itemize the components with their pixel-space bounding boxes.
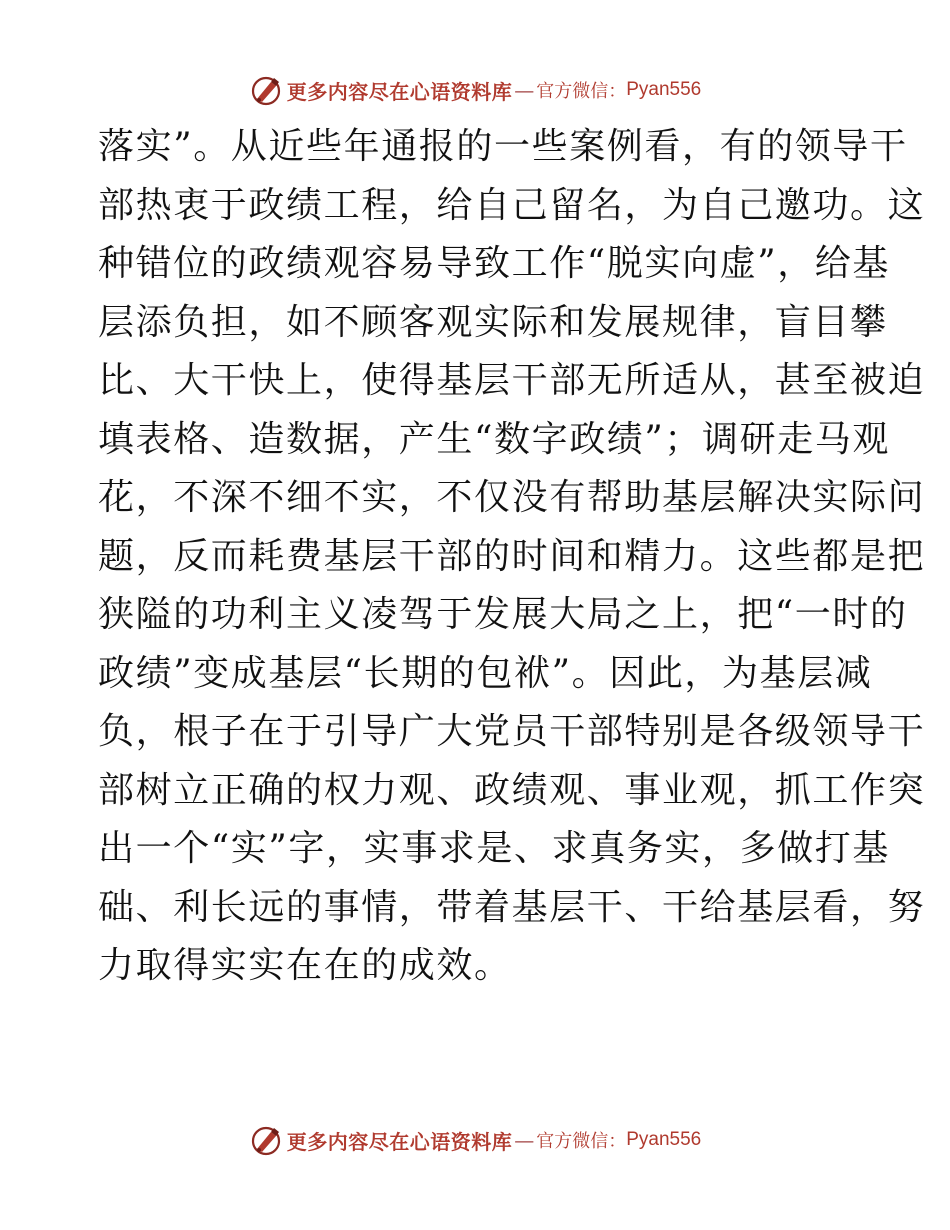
document-body [98, 118, 926, 996]
body-line: 政绩”变成基层“长期的包袱”。因此，为基层减 [98, 652, 873, 694]
footer-separator: — [514, 1128, 535, 1152]
header-separator: — [514, 78, 535, 102]
header-brand-text: 更多内容尽在心语资料库 [286, 79, 513, 104]
body-line: 比、大干快上，使得基层干部无所适从，甚至被迫 [98, 360, 926, 401]
body-line: 负，根子在于引导广大党员干部特别是各级领导干 [98, 711, 926, 752]
header-wechat-label: 官方微信： [536, 81, 627, 102]
pen-circle-logo-icon [249, 1123, 283, 1157]
body-line: 花，不深不细不实，不仅没有帮助基层解决实际问 [98, 477, 926, 518]
footer-brand-text: 更多内容尽在心语资料库 [286, 1129, 513, 1154]
footer-banner [0, 1120, 950, 1160]
body-line: 种错位的政绩观容易导致工作“脱实向虚”，给基 [98, 243, 891, 284]
body-line: 落实”。从近些年通报的一些案例看，有的领导干 [98, 126, 908, 167]
header-wechat-handle: Pyan556 [626, 79, 702, 100]
body-line: 部树立正确的权力观、政绩观、事业观，抓工作突 [98, 769, 926, 811]
body-line: 狭隘的功利主义凌驾于发展大局之上，把“一时的 [98, 594, 908, 635]
footer-wechat-label: 官方微信： [536, 1131, 627, 1152]
footer-wechat-handle: Pyan556 [626, 1129, 702, 1150]
body-line: 填表格、造数据，产生“数字政绩”；调研走马观 [98, 418, 891, 460]
body-line: 力取得实实在在的成效。 [98, 945, 512, 986]
pen-circle-logo-icon [249, 73, 283, 107]
body-line: 层添负担，如不顾客观实际和发展规律，盲目攀 [98, 301, 888, 343]
body-line: 题，反而耗费基层干部的时间和精力。这些都是把 [98, 535, 926, 577]
body-line: 出一个“实”字，实事求是、求真务实，多做打基 [98, 828, 891, 869]
header-banner [0, 70, 950, 110]
body-line: 础、利长远的事情，带着基层干、干给基层看，努 [98, 886, 926, 928]
body-line: 部热衷于政绩工程，给自己留名，为自己邀功。这 [98, 184, 926, 226]
